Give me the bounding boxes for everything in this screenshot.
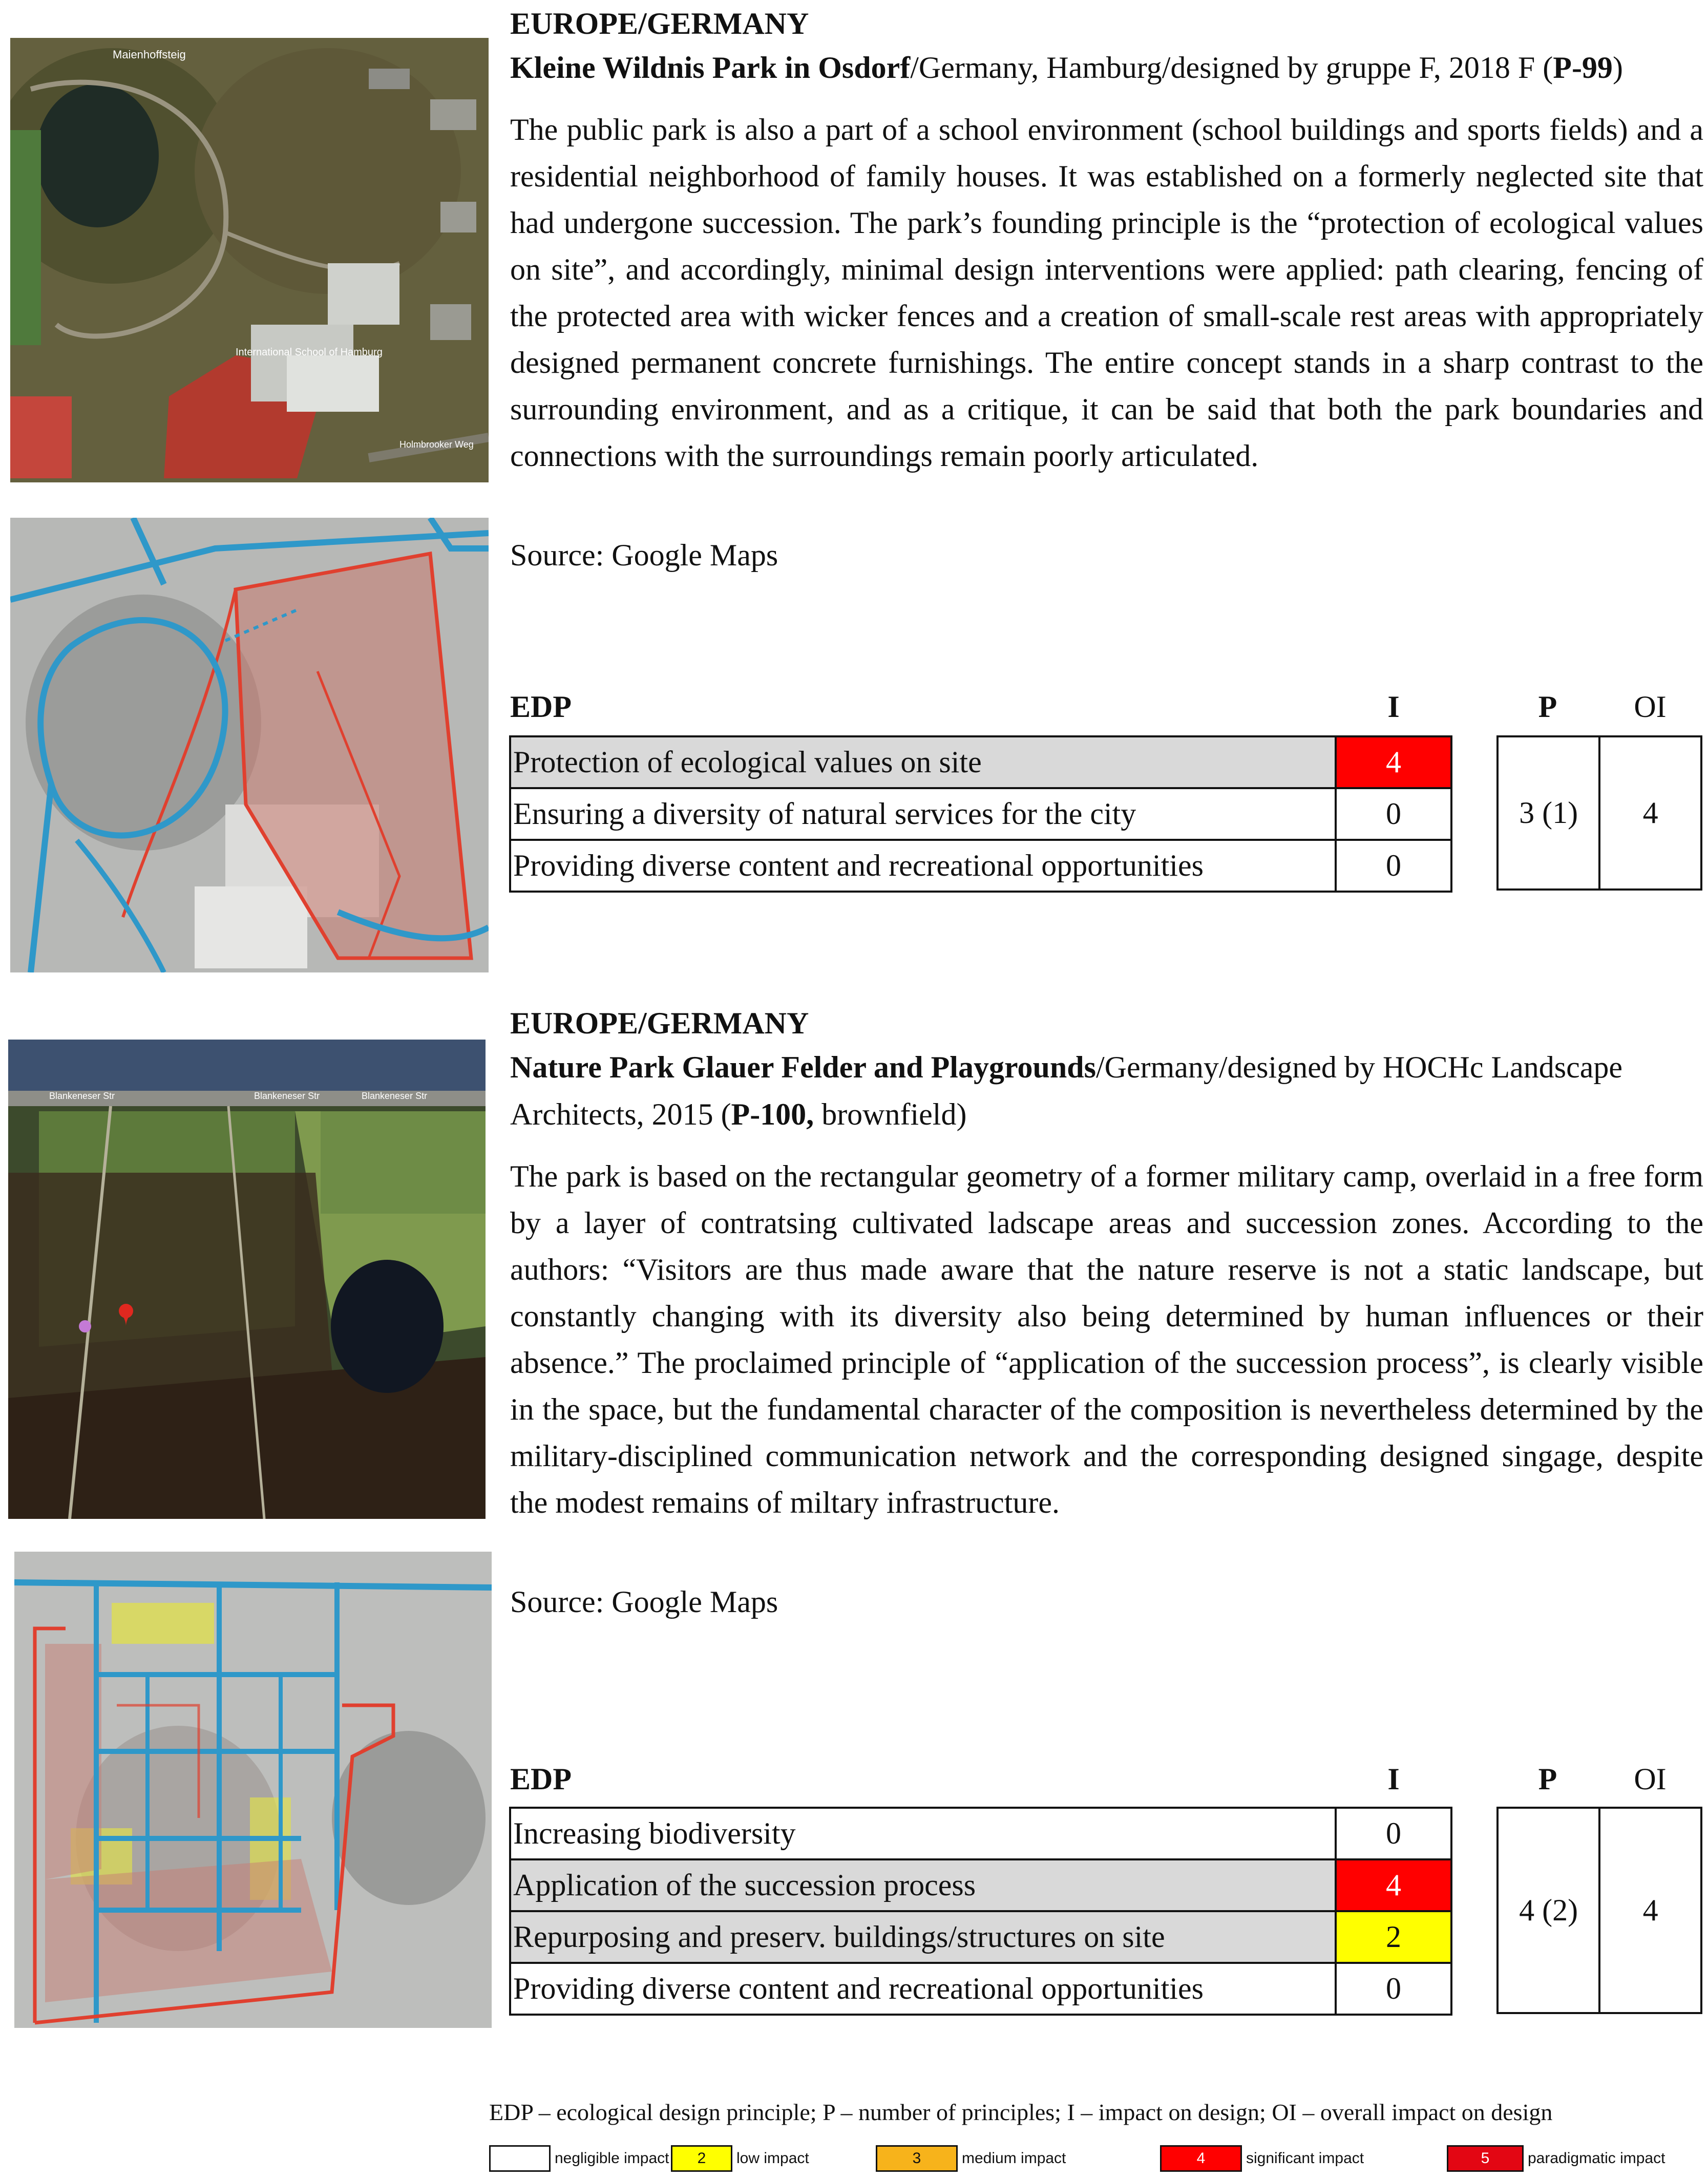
edp-label: Repurposing and preserv. buildings/structures on site <box>510 1911 1336 1963</box>
map-label-school: International School of Hamburg <box>236 347 383 358</box>
impact-value: 0 <box>1336 840 1451 892</box>
table-row <box>510 1859 1451 1911</box>
section1-edp-header: EDP <box>510 690 572 724</box>
map-label-street-bottom: Holmbrooker Weg <box>399 439 474 450</box>
section2-p-header: P <box>1538 1762 1557 1796</box>
satellite-image-osdorf <box>10 38 489 482</box>
section2-i-header: I <box>1387 1762 1400 1796</box>
section1-title <box>510 44 1703 91</box>
p-value: 4 (2) <box>1498 1808 1599 2013</box>
legend-swatch <box>489 2145 551 2172</box>
section2-p-oi-table <box>1496 1807 1702 2014</box>
legend-definitions: EDP – ecological design principle; P – number of principles; I – impact on design; OI – overall impact on design <box>489 2099 1553 2125</box>
impact-value: 0 <box>1336 1808 1451 1859</box>
section2-title-bold: Nature Park Glauer Felder and Playgrounds <box>510 1050 1096 1084</box>
section2-edp-header: EDP <box>510 1762 572 1796</box>
legend-swatch: 2 <box>671 2145 732 2172</box>
section1-i-header: I <box>1387 690 1400 724</box>
impact-value: 2 <box>1336 1911 1451 1963</box>
section2-title-code: P-100, <box>731 1097 814 1131</box>
map-label-street-3: Blankeneser Str <box>362 1091 428 1101</box>
edp-label: Protection of ecological values on site <box>510 736 1336 788</box>
table-row <box>510 840 1451 892</box>
legend-label: medium impact <box>962 2150 1066 2167</box>
edp-label: Providing diverse content and recreational opportunities <box>510 1963 1336 2015</box>
section2-paragraph: The park is based on the rectangular geometry of a former military camp, overlaid in a free form by a layer of contratsing cultivated ladscape areas and succession zones. According to the authors: “Visitors are thus made aware that the nature reserve is not a static landscape, but constantly changing with its diversity also being determined by human influences or their absence.” The proclaimed principle of “application of the succession process”, is clearly visible in the space, but the fundamental character of the composition is nevertheless determined by the military-disciplined communication network and the corresponding designed singage, despite the modest remains of miltary infrastructure. <box>510 1159 1703 1519</box>
section1-p-oi-table <box>1496 735 1702 891</box>
impact-value: 4 <box>1336 736 1451 788</box>
map-label-street-1: Blankeneser Str <box>49 1091 115 1101</box>
section2-title <box>510 1044 1703 1138</box>
oi-value: 4 <box>1599 1808 1701 2013</box>
section2-edp-table <box>509 1807 1452 2016</box>
edp-label: Increasing biodiversity <box>510 1808 1336 1859</box>
oi-value: 4 <box>1599 736 1701 890</box>
section2-region: EUROPE/GERMANY <box>510 1006 809 1040</box>
legend-label: paradigmatic impact <box>1528 2150 1665 2167</box>
map-label-street-top: Maienhoffsteig <box>113 48 186 61</box>
table-row <box>510 1911 1451 1963</box>
legend-swatch: 4 <box>1160 2145 1242 2172</box>
section1-title-bold: Kleine Wildnis Park in Osdorf <box>510 51 911 84</box>
section1-p-header: P <box>1538 690 1557 724</box>
impact-value: 4 <box>1336 1859 1451 1911</box>
p-value: 3 (1) <box>1498 736 1599 890</box>
section1-region: EUROPE/GERMANY <box>510 7 809 40</box>
concept-map-glauer-felder <box>14 1552 492 2028</box>
section1-title-rest: /Germany, Hamburg/designed by gruppe F, 2018 F ( <box>910 51 1553 84</box>
section1-source: Source: Google Maps <box>510 538 778 572</box>
impact-value: 0 <box>1336 788 1451 840</box>
section1-title-close: ) <box>1612 51 1623 84</box>
satellite-image-glauer-felder <box>8 1040 486 1519</box>
concept-map-osdorf <box>10 518 489 972</box>
map-label-street-2: Blankeneser Str <box>254 1091 320 1101</box>
section1-paragraph: The public park is also a part of a school environment (school buildings and sports fields) and a residential neighborhood of family houses. It was established on a formerly neglected site that had undergone succession. The park’s founding principle is the “protection of ecological values on site”, and accordingly, minimal design interventions were applied: path clearing, fencing of the protected area with wicker fences and a creation of small-scale rest areas with appropriately designed permanent concrete furnishings. The entire concept stands in a sharp contrast to the surrounding environment, and as a critique, it can be said that both the park boundaries and connections with the surroundings remain poorly articulated. <box>510 113 1703 473</box>
impact-value: 0 <box>1336 1963 1451 2015</box>
table-row <box>510 1963 1451 2015</box>
legend-label: significant impact <box>1246 2150 1364 2167</box>
edp-label: Providing diverse content and recreational opportunities <box>510 840 1336 892</box>
legend-item-significant <box>1160 2144 1364 2173</box>
section2-title-line2-post: brownfield) <box>814 1097 967 1131</box>
table-row <box>510 736 1451 788</box>
section1-title-code: P-99 <box>1553 51 1613 84</box>
section1-oi-header: OI <box>1634 690 1667 724</box>
legend-swatch: 5 <box>1447 2145 1524 2172</box>
edp-label: Ensuring a diversity of natural services for the city <box>510 788 1336 840</box>
table-row <box>510 788 1451 840</box>
legend-item-negligible <box>489 2144 669 2173</box>
section2-title-rest: /Germany/designed by HOCHc Landscape <box>1095 1050 1622 1084</box>
legend-item-low <box>671 2144 809 2173</box>
legend-item-paradigmatic <box>1447 2144 1665 2173</box>
legend-label: negligible impact <box>555 2150 669 2167</box>
legend-label: low impact <box>736 2150 809 2167</box>
section2-title-line2-pre: Architects, 2015 ( <box>510 1097 731 1131</box>
section2-source: Source: Google Maps <box>510 1585 778 1619</box>
section2-oi-header: OI <box>1634 1762 1667 1796</box>
section1-edp-table <box>509 735 1452 893</box>
legend-item-medium <box>876 2144 1066 2173</box>
table-row <box>510 1808 1451 1859</box>
legend-swatch: 3 <box>876 2145 958 2172</box>
edp-label: Application of the succession process <box>510 1859 1336 1911</box>
